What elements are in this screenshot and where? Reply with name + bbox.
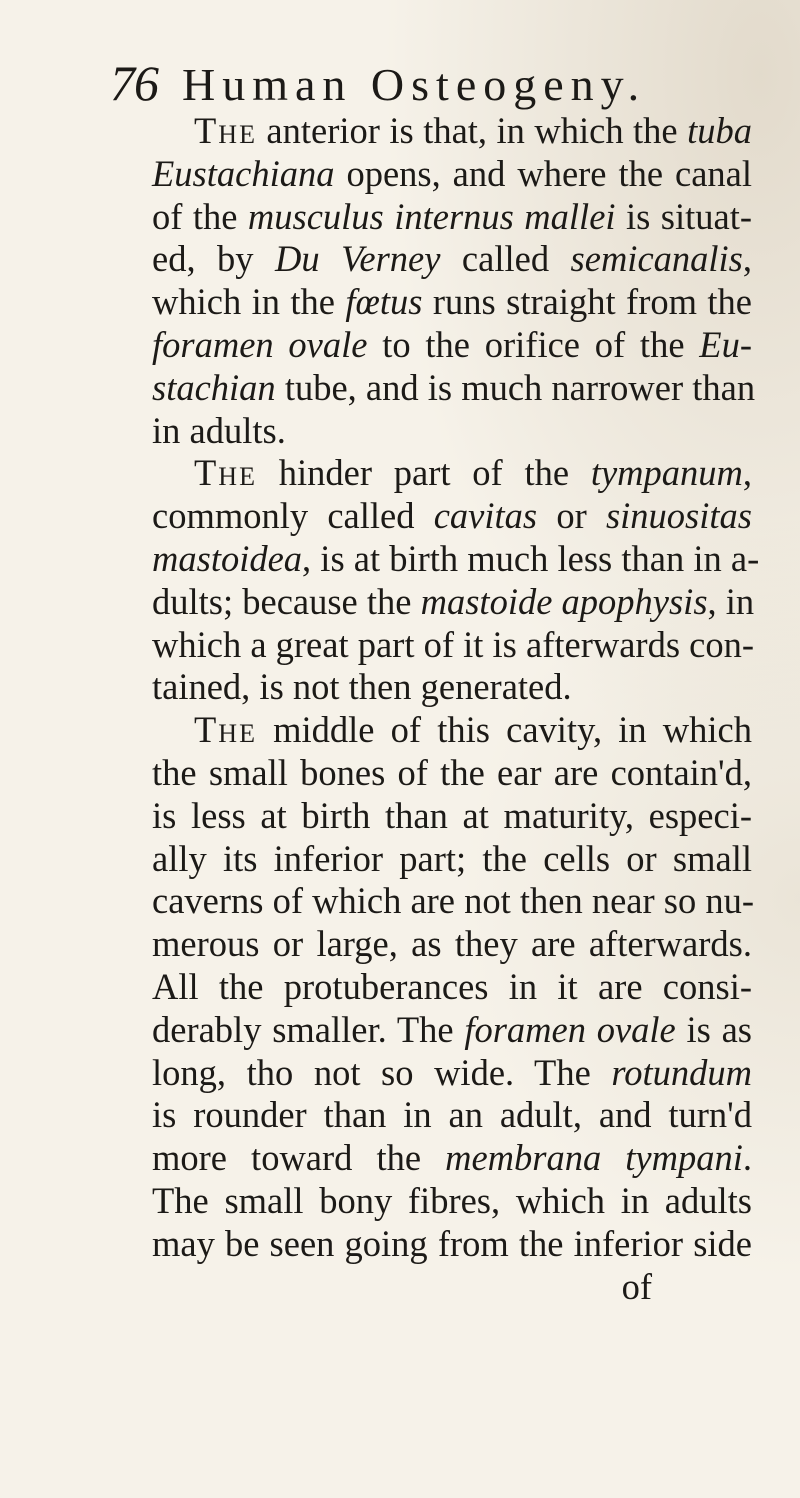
text-segment: , xyxy=(742,238,753,280)
text-line xyxy=(152,1009,752,1052)
text-line xyxy=(152,880,755,923)
italic-term: tympanum xyxy=(590,452,743,494)
text-line xyxy=(152,110,752,153)
paragraph-lead-word: The xyxy=(194,709,257,751)
text-segment: or xyxy=(537,495,606,537)
italic-term: stachian xyxy=(152,366,276,408)
text-segment: . xyxy=(742,1137,752,1179)
text-line xyxy=(152,838,752,881)
text-line xyxy=(152,281,752,324)
italic-term: membrana tympani xyxy=(445,1137,743,1179)
text-segment: dults; because the xyxy=(152,580,421,622)
text-segment: merous or large, as they are afterwards. xyxy=(152,923,752,965)
italic-term: foramen ovale xyxy=(152,323,368,365)
catchword: of xyxy=(621,1265,652,1307)
text-segment: , xyxy=(742,452,752,494)
text-segment: called xyxy=(440,238,571,280)
text-segment: caverns of which are not then near so nu- xyxy=(152,880,755,922)
italic-term: semicanalis xyxy=(570,238,743,280)
text-line xyxy=(152,153,752,196)
text-line xyxy=(152,795,752,838)
text-line xyxy=(152,324,752,367)
text-segment: more toward the xyxy=(152,1137,446,1179)
text-segment: is less at birth than at maturity, especi- xyxy=(152,794,752,836)
text-segment: which in the xyxy=(152,281,346,323)
italic-term: mastoidea xyxy=(152,537,303,579)
italic-term: tuba xyxy=(687,110,752,151)
text-segment: commonly called xyxy=(152,495,434,537)
text-line xyxy=(152,580,755,624)
text-segment: , is at birth much less than in a- xyxy=(302,537,760,579)
text-segment: tube, and is much narrower than xyxy=(275,366,756,408)
text-line xyxy=(152,1137,752,1180)
italic-term: fœtus xyxy=(345,281,423,323)
text-line xyxy=(152,410,752,453)
paragraph-lead-word: The xyxy=(194,110,257,151)
text-line xyxy=(152,1052,752,1095)
text-segment: long, tho not so wide. The xyxy=(152,1051,612,1093)
text-line xyxy=(152,238,752,281)
text-line xyxy=(152,966,752,1009)
text-segment: opens, and where the canal xyxy=(334,152,752,194)
text-segment: in adults. xyxy=(152,409,286,451)
text-segment: is as xyxy=(675,1008,753,1050)
text-line xyxy=(152,366,756,410)
page-number: 76 xyxy=(110,55,158,111)
page-header xyxy=(110,54,750,114)
text-segment: the small bones of the ear are contain'd, xyxy=(152,751,752,793)
text-line xyxy=(152,452,752,495)
body-text xyxy=(152,110,760,1308)
text-line xyxy=(152,196,752,239)
text-segment: which a great part of it is afterwards con- xyxy=(152,623,755,665)
text-segment: of the xyxy=(152,195,248,237)
italic-term: mastoide apophysis xyxy=(420,580,708,622)
text-line xyxy=(152,623,755,667)
italic-term: rotundum xyxy=(611,1051,752,1093)
text-line xyxy=(152,709,752,752)
text-segment: is rounder than in an adult, and turn'd xyxy=(152,1094,752,1136)
italic-term: cavitas xyxy=(433,495,538,537)
italic-term: musculus internus mallei xyxy=(247,195,616,237)
text-line xyxy=(152,537,760,581)
text-segment: hinder part of the xyxy=(256,452,591,494)
text-segment: is situat- xyxy=(615,195,753,237)
text-line xyxy=(152,495,752,538)
text-segment: , in xyxy=(707,580,755,622)
text-line xyxy=(152,1094,752,1137)
text-segment: All the protuberances in it are consi- xyxy=(152,965,752,1007)
text-segment: tained, is not then generated. xyxy=(152,666,572,708)
text-line xyxy=(152,666,752,709)
italic-term: sinuositas xyxy=(605,495,752,537)
text-segment: derably smaller. The xyxy=(152,1008,465,1050)
text-segment: runs straight from the xyxy=(422,281,752,323)
text-segment: The small bony fibres, which in adults xyxy=(152,1179,752,1221)
paragraph-lead-word: The xyxy=(194,452,257,494)
text-line xyxy=(152,923,752,966)
text-line xyxy=(152,1180,752,1223)
text-segment: ed, by xyxy=(152,238,276,280)
text-segment: middle of this cavity, in which xyxy=(256,709,752,751)
text-segment: may be seen going from the inferior side xyxy=(152,1222,752,1264)
text-line xyxy=(152,1223,752,1266)
italic-term: Eustachiana xyxy=(152,152,335,194)
text-segment: to the orifice of the xyxy=(367,323,700,365)
text-segment: anterior is that, in which the xyxy=(256,110,688,151)
running-head: Human Osteogeny. xyxy=(182,59,647,110)
text-line xyxy=(152,752,752,795)
italic-term: foramen ovale xyxy=(464,1008,676,1050)
text-segment: ally its inferior part; the cells or small xyxy=(152,837,752,879)
italic-term: Du Verney xyxy=(275,238,441,280)
italic-term: Eu- xyxy=(699,323,752,365)
